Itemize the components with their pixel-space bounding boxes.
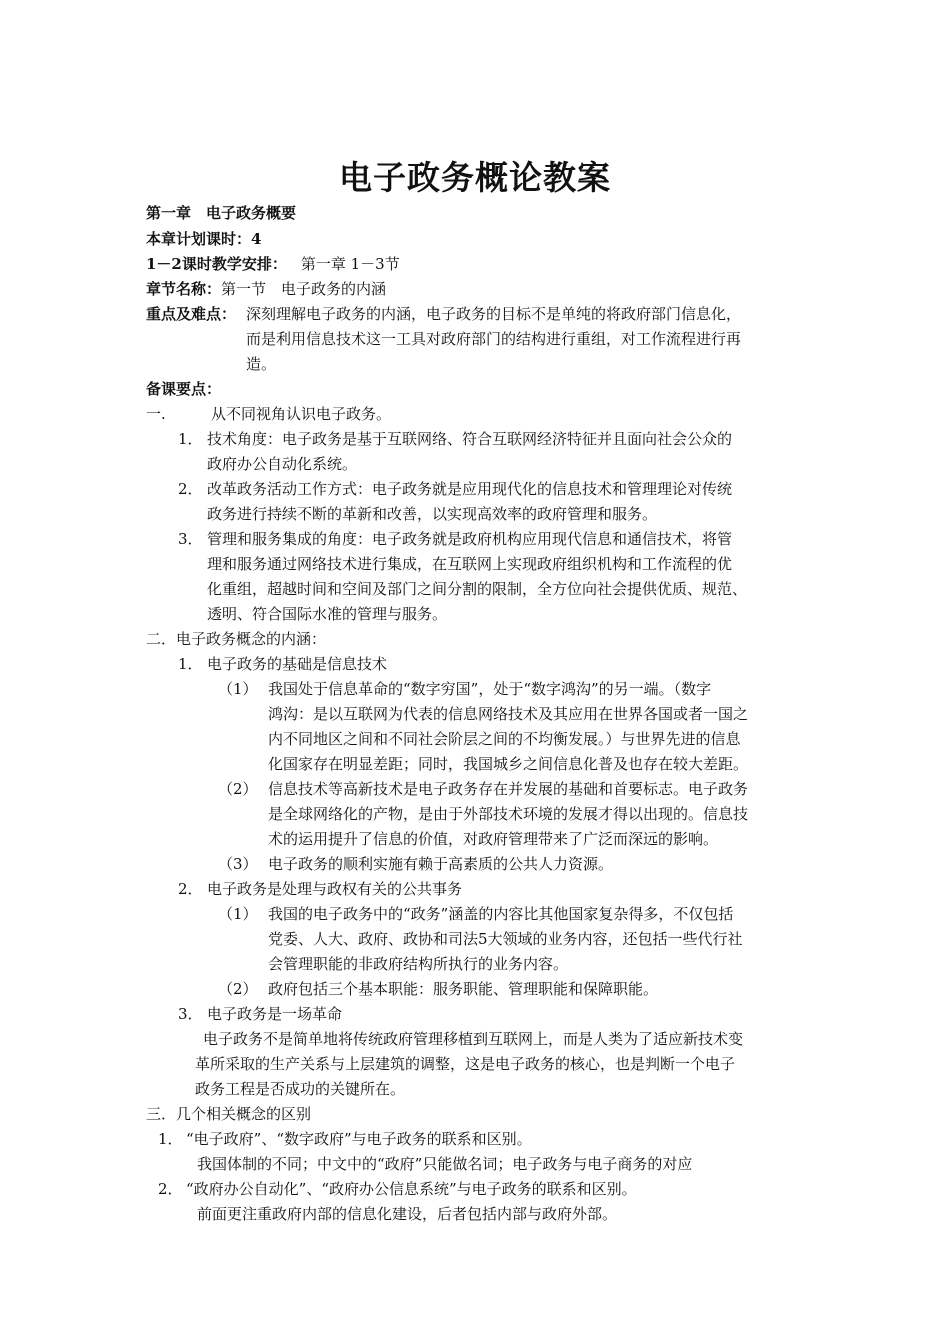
list-item-line: 管理和服务集成的角度：电子政务就是政府机构应用现代信息和通信技术，将管 [207, 530, 733, 548]
list-item-line: 技术角度：电子政务是基于互联网络、符合互联网经济特征并且面向社会公众的 [207, 430, 733, 448]
sub-item-line: 政府包括三个基本职能：服务职能、管理职能和保障职能。 [268, 980, 659, 998]
sub-item-line: 会管理职能的非政府结构所执行的业务内容。 [268, 955, 569, 973]
schedule-label: 1－2课时教学安排： [146, 255, 287, 273]
list-number: 3． [178, 1005, 203, 1023]
list-item-line: 理和服务通过网络技术进行集成，在互联网上实现政府组织机构和工作流程的优 [207, 555, 733, 573]
concept-note: 前面更注重政府内部的信息化建设，后者包括内部与政府外部。 [197, 1205, 618, 1223]
schedule-line [146, 254, 400, 274]
section-two-title: 二．电子政务概念的内涵： [146, 630, 327, 648]
concept-note: 我国体制的不同；中文中的“政府”只能做名词；电子政务与电子商务的对应 [197, 1155, 693, 1173]
list-number: 2． [178, 480, 203, 498]
list-number: 2． [158, 1180, 183, 1198]
list-item-line: 政务进行持续不断的革新和改善，以实现高效率的政府管理和服务。 [207, 505, 658, 523]
list-number: 1． [178, 655, 203, 673]
schedule-value: 第一章 1－3节 [300, 255, 400, 273]
paragraph-line: 革所采取的生产关系与上层建筑的调整，这是电子政务的核心，也是判断一个电子 [195, 1055, 736, 1073]
sub-item-line: 信息技术等高新技术是电子政务存在并发展的基础和首要标志。电子政务 [268, 780, 749, 798]
focus-line: 深刻理解电子政务的内涵，电子政务的目标不是单纯的将政府部门信息化， [246, 305, 742, 323]
sub-item-number: （1） [218, 680, 258, 698]
subsection-title: 电子政务是一场革命 [207, 1005, 343, 1023]
section-line [146, 279, 386, 299]
sub-item-number: （2） [218, 980, 258, 998]
focus-line: 造。 [246, 355, 277, 373]
sub-item-line: 鸿沟：是以互联网为代表的信息网络技术及其应用在世界各国或者一国之 [268, 705, 749, 723]
section-three-title: 三．几个相关概念的区别 [146, 1105, 312, 1123]
list-item-line: 改革政务活动工作方式：电子政务就是应用现代化的信息技术和管理理论对传统 [207, 480, 733, 498]
chapter-heading: 第一章 电子政务概要 [146, 204, 297, 222]
section-value: 第一节 电子政务的内涵 [221, 280, 387, 298]
list-number: 1． [178, 430, 203, 448]
focus-label: 重点及难点： [146, 305, 237, 323]
paragraph-line: 政务工程是否成功的关键所在。 [195, 1080, 406, 1098]
list-number: 2． [178, 880, 203, 898]
sub-item-number: （1） [218, 905, 258, 923]
list-number: 3． [178, 530, 203, 548]
planned-hours: 本章计划课时：4 [146, 230, 262, 248]
sub-item-line: 术的运用提升了信息的价值，对政府管理带来了广泛而深远的影响。 [268, 830, 719, 848]
document-title: 电子政务概论教案 [339, 158, 611, 197]
concept-title: “电子政府”、“数字政府”与电子政务的联系和区别。 [186, 1130, 532, 1148]
section-label: 章节名称： [146, 280, 222, 298]
section-one-number: 一. [146, 405, 166, 423]
list-item-line: 透明、符合国际水准的管理与服务。 [207, 605, 448, 623]
list-item-line: 化重组，超越时间和空间及部门之间分割的限制，全方位向社会提供优质、规范、 [207, 580, 748, 598]
subsection-title: 电子政务是处理与政权有关的公共事务 [207, 880, 463, 898]
section-one-title: 从不同视角认识电子政务。 [211, 405, 392, 423]
sub-item-number: （2） [218, 780, 258, 798]
sub-item-line: 内不同地区之间和不同社会阶层之间的不均衡发展。）与世界先进的信息 [268, 730, 741, 748]
concept-title: “政府办公自动化”、“政府办公信息系统”与电子政务的联系和区别。 [186, 1180, 637, 1198]
subsection-title: 电子政务的基础是信息技术 [207, 655, 388, 673]
focus-line: 而是利用信息技术这一工具对政府部门的结构进行重组，对工作流程进行再 [246, 330, 742, 348]
sub-item-line: 我国的电子政务中的“政务”涵盖的内容比其他国家复杂得多，不仅包括 [268, 905, 734, 923]
paragraph-line: 电子政务不是简单地将传统政府管理移植到互联网上，而是人类为了适应新技术变 [203, 1030, 744, 1048]
sub-item-line: 是全球网络化的产物，是由于外部技术环境的发展才得以出现的。信息技 [268, 805, 749, 823]
sub-item-number: （3） [218, 855, 258, 873]
list-number: 1． [158, 1130, 183, 1148]
list-item-line: 政府办公自动化系统。 [207, 455, 358, 473]
sub-item-line: 电子政务的顺利实施有赖于高素质的公共人力资源。 [268, 855, 614, 873]
sub-item-line: 化国家存在明显差距；同时，我国城乡之间信息化普及也存在较大差距。 [268, 755, 749, 773]
sub-item-line: 我国处于信息革命的“数字穷国”，处于“数字鸿沟”的另一端。（数字 [268, 680, 712, 698]
prep-label: 备课要点： [146, 380, 222, 398]
sub-item-line: 党委、人大、政府、政协和司法5大领域的业务内容，还包括一些代行社 [268, 930, 743, 948]
